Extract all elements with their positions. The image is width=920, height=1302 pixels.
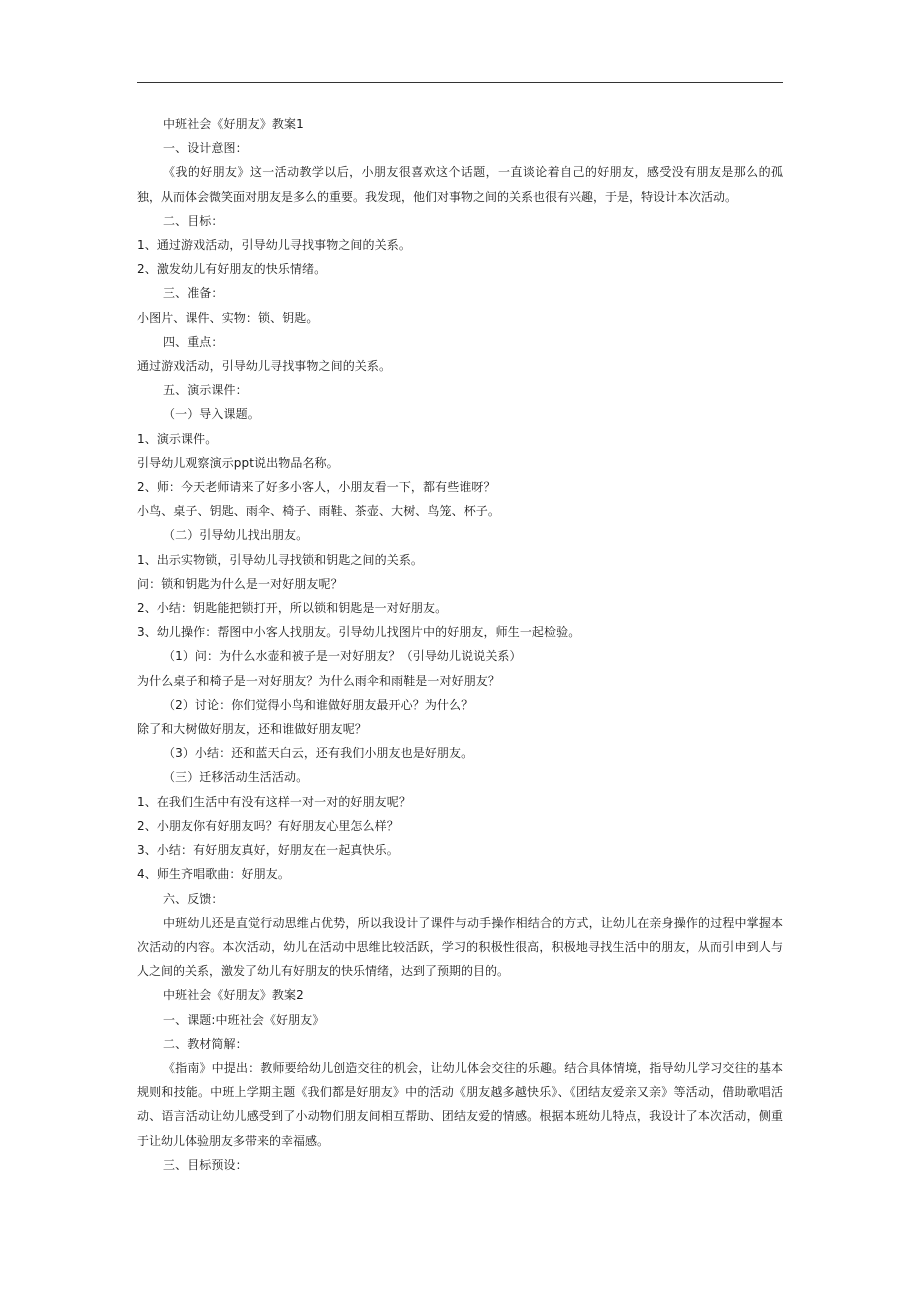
- subsection-heading: （一）导入课题。: [163, 407, 260, 422]
- text-line: 除了和大树做好朋友，还和谁做好朋友呢？: [137, 722, 367, 737]
- text-line: （2）讨论：你们觉得小鸟和谁做好朋友最开心？为什么？: [163, 697, 474, 712]
- section-heading: 四、重点：: [163, 334, 224, 349]
- section-heading: 六、反馈：: [163, 891, 224, 906]
- subsection-heading: （三）迁移活动生活活动。: [163, 770, 309, 785]
- text-line: 引导幼儿观察演示ppt说出物品名称。: [137, 455, 339, 470]
- list-item: 1、通过游戏活动，引导幼儿寻找事物之间的关系。: [137, 238, 411, 253]
- section-heading: 一、设计意图：: [163, 141, 248, 156]
- document-body: [137, 112, 783, 1177]
- list-item: 1、出示实物锁，引导幼儿寻找锁和钥匙之间的关系。: [137, 552, 424, 567]
- text-line: 小鸟、桌子、钥匙、雨伞、椅子、雨鞋、茶壶、大树、鸟笼、杯子。: [137, 504, 501, 519]
- text-line: （1）问：为什么水壶和被子是一对好朋友？（引导幼儿说说关系）: [163, 649, 522, 664]
- list-item: 2、师：今天老师请来了好多小客人，小朋友看一下，都有些谁呀？: [137, 480, 496, 495]
- list-item: 2、小结：钥匙能把锁打开，所以锁和钥匙是一对好朋友。: [137, 601, 448, 616]
- section-heading: 一、课题:中班社会《好朋友》: [163, 1012, 325, 1027]
- header-rule: [137, 82, 783, 83]
- text-line: 为什么桌子和椅子是一对好朋友？为什么雨伞和雨鞋是一对好朋友？: [137, 673, 501, 688]
- paragraph: 《我的好朋友》这一活动教学以后，小朋友很喜欢这个话题，一直谈论着自己的好朋友，感受没有朋友是那么的孤独，从而体会微笑面对朋友是多么的重要。我发现，他们对事物之间的关系也很有兴趣，于是，特设计本次活动。: [137, 165, 783, 204]
- section-heading: 五、演示课件：: [163, 383, 248, 398]
- doc-title-2: 中班社会《好朋友》教案2: [163, 988, 304, 1003]
- section-heading: 三、目标预设：: [163, 1157, 248, 1172]
- list-item: 2、激发幼儿有好朋友的快乐情绪。: [137, 262, 327, 277]
- list-item: 4、师生齐唱歌曲：好朋友。: [137, 867, 290, 882]
- paragraph: 中班幼儿还是直觉行动思维占优势，所以我设计了课件与动手操作相结合的方式，让幼儿在亲身操作的过程中掌握本次活动的内容。本次活动，幼儿在活动中思维比较活跃，学习的积极性很高，积极地寻找生活中的朋友，从而引申到人与人之间的关系，激发了幼儿有好朋友的快乐情绪，达到了预期的目的。: [137, 915, 783, 979]
- text-line: 问：锁和钥匙为什么是一对好朋友呢？: [137, 576, 343, 591]
- list-item: 3、小结：有好朋友真好，好朋友在一起真快乐。: [137, 843, 399, 858]
- section-heading: 二、目标：: [163, 213, 224, 228]
- section-heading: 三、准备：: [163, 286, 224, 301]
- list-item: 3、幼儿操作：帮图中小客人找朋友。引导幼儿找图片中的好朋友，师生一起检验。: [137, 625, 581, 640]
- text-line: 小图片、课件、实物：锁、钥匙。: [137, 310, 319, 325]
- text-line: （3）小结：还和蓝天白云，还有我们小朋友也是好朋友。: [163, 746, 474, 761]
- list-item: 2、小朋友你有好朋友吗？有好朋友心里怎么样？: [137, 818, 399, 833]
- subsection-heading: （二）引导幼儿找出朋友。: [163, 528, 309, 543]
- paragraph: 《指南》中提出：教师要给幼儿创造交往的机会，让幼儿体会交往的乐趣。结合具体情境，指导幼儿学习交往的基本规则和技能。中班上学期主题《我们都是好朋友》中的活动《朋友越多越快乐》、《团结友爱亲又亲》等活动，借助歌唱活动、语言活动让幼儿感受到了小动物们朋友间相互帮助、团结友爱的情感。根据本班幼儿特点，我设计了本次活动，侧重于让幼儿体验朋友多带来的幸福感。: [137, 1060, 783, 1148]
- list-item: 1、演示课件。: [137, 431, 218, 446]
- doc-title-1: 中班社会《好朋友》教案1: [163, 117, 304, 131]
- text-line: 通过游戏活动，引导幼儿寻找事物之间的关系。: [137, 359, 392, 374]
- section-heading: 二、教材简解：: [163, 1036, 248, 1051]
- list-item: 1、在我们生活中有没有这样一对一对的好朋友呢？: [137, 794, 411, 809]
